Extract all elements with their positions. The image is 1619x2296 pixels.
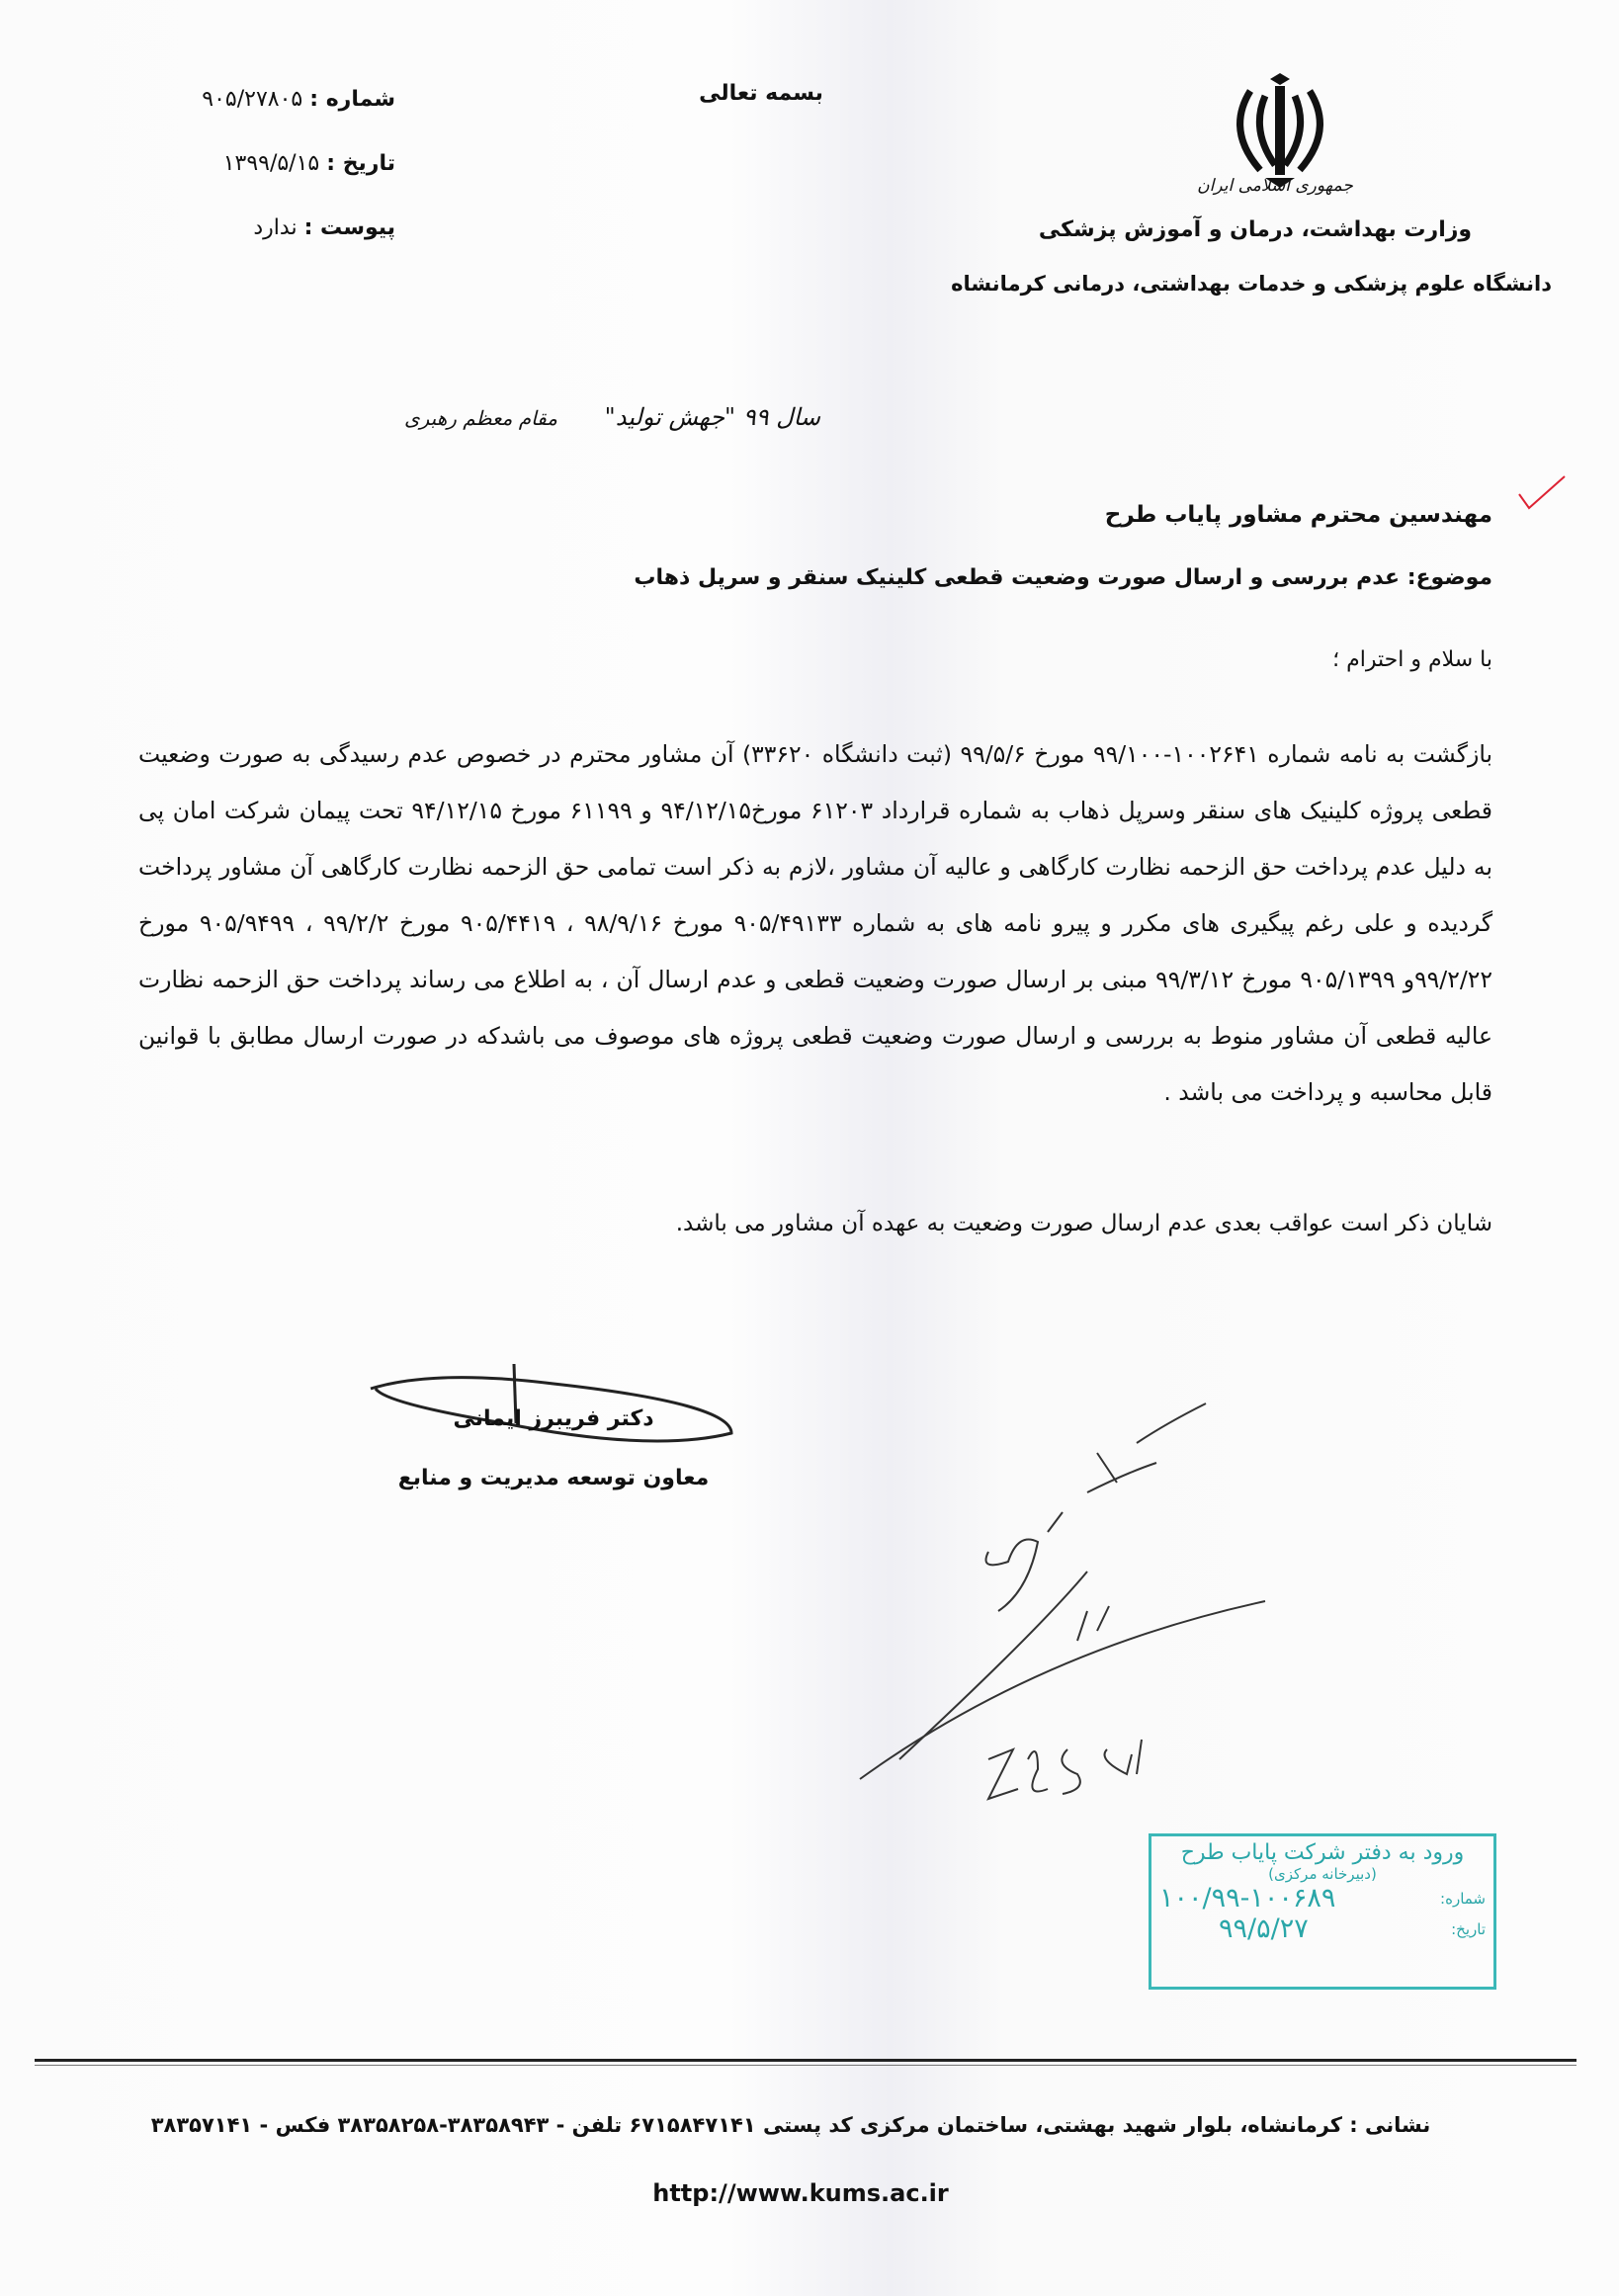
iran-emblem-logo bbox=[1221, 71, 1339, 190]
ministry-name: وزارت بهداشت، درمان و آموزش پزشکی bbox=[1038, 217, 1473, 242]
letter-date bbox=[119, 151, 395, 176]
letter-body: بازگشت به نامه شماره ۱۰۰۲۶۴۱-۹۹/۱۰۰ مورخ ۹۹/۵/۶ (ثبت دانشگاه ۳۳۶۲۰) آن مشاور محترم در خصوص عدم رسیدگی به صورت وضعیت قطعی پروژه کلینیک های سنقر وسرپل ذهاب به شماره قرارداد ۶۱۲۰۳ مورخ۹۴/۱۲/۱۵ و ۶۱۱۹۹ مورخ ۹۴/۱۲/۱۵ تحت پیمان شرکت امان پی به دلیل عدم پرداخت حق الزحمه نظارت کارگاهی و عالیه آن مشاور ،لازم به ذکر است تمامی حق الزحمه نظارت کارگاهی آن مشاور پرداخت گردیده و علی رغم پیگیری های مکرر و پیرو نامه های به شماره ۹۰۵/۴۹۱۳۳ مورخ ۹۸/۹/۱۶ ، ۹۰۵/۴۴۱۹ مورخ ۹۹/۲/۲ ، ۹۰۵/۹۴۹۹ مورخ ۹۹/۲/۲۲و ۹۰۵/۱۳۹۹ مورخ ۹۹/۳/۱۲ مبنی بر ارسال صورت وضعیت قطعی و عدم ارسال آن ، به اطلاع می رساند پرداخت حق الزحمه نظارت عالیه قطعی آن مشاور منوط به بررسی و ارسال صورت وضعیت قطعی پروژه های موصوف می باشدکه در صورت ارسال مطابق با قوانین قابل محاسبه و پرداخت می باشد . bbox=[138, 740, 1493, 1106]
republic-text: جمهوری اسلامی ایران bbox=[1197, 176, 1353, 196]
stamp-date-value: ۹۹/۵/۲۷ bbox=[1219, 1913, 1309, 1944]
stamp-number-value: ۱۰۰/۹۹-۱۰۰۶۸۹ bbox=[1159, 1883, 1336, 1913]
attachment-value: ندارد bbox=[253, 215, 298, 240]
slogan-text: سال ۹۹ "جهش تولید" bbox=[604, 403, 820, 431]
footer-website-link[interactable]: http://www.kums.ac.ir bbox=[652, 2179, 949, 2207]
year-slogan bbox=[403, 403, 820, 431]
stamp-subtitle: (دبیرخانه مرکزی) bbox=[1268, 1865, 1377, 1883]
signatory-name: دکتر فریبرز ایمانی bbox=[453, 1406, 654, 1431]
addressee: مهندسین محترم مشاور پایاب طرح bbox=[1104, 502, 1492, 528]
footer-divider bbox=[35, 2059, 1576, 2062]
letter-attachment bbox=[119, 215, 395, 240]
date-label: تاریخ : bbox=[326, 151, 395, 176]
closing-sentence: شایان ذکر است عواقب بعدی عدم ارسال صورت وضعیت به عهده آن مشاور می باشد. bbox=[675, 1211, 1492, 1236]
date-value: ۱۳۹۹/۵/۱۵ bbox=[222, 151, 320, 176]
university-name: دانشگاه علوم پزشکی و خدمات بهداشتی، درمانی کرمانشاه bbox=[951, 272, 1552, 296]
stamp-date-label: تاریخ: bbox=[1451, 1919, 1486, 1938]
footer-address: نشانی : کرمانشاه، بلوار شهید بهشتی، ساختمان مرکزی کد پستی ۶۷۱۵۸۴۷۱۴۱ تلفن - ۳۸۳۵۸۹۴۳-۳۸۳۵۸۲۵۸ فکس - ۳۸۳۵۷۱۴۱ bbox=[150, 2113, 1431, 2137]
attachment-label: پیوست : bbox=[303, 215, 395, 240]
subject-line: موضوع: عدم بررسی و ارسال صورت وضعیت قطعی کلینیک سنقر و سرپل ذهاب bbox=[634, 565, 1492, 590]
slogan-attribution: مقام معظم رهبری bbox=[403, 406, 558, 430]
letter-number bbox=[119, 87, 395, 112]
stamp-title: ورود به دفتر شرکت پایاب طرح bbox=[1180, 1840, 1465, 1865]
number-label: شماره : bbox=[309, 87, 395, 112]
receipt-stamp bbox=[1149, 1833, 1496, 1990]
checkmark-icon bbox=[1517, 472, 1567, 512]
stamp-number-row bbox=[1159, 1883, 1486, 1913]
bismillah-heading: بسمه تعالی bbox=[699, 81, 823, 106]
number-value: ۹۰۵/۲۷۸۰۵ bbox=[202, 87, 303, 112]
stamp-number-label: شماره: bbox=[1440, 1889, 1486, 1908]
greeting: با سلام و احترام ؛ bbox=[1332, 647, 1492, 672]
signatory-title: معاون توسعه مدیریت و منابع bbox=[397, 1466, 710, 1490]
stamp-date-row bbox=[1159, 1913, 1486, 1944]
footer-divider-thin bbox=[35, 2065, 1576, 2066]
handwritten-annotation bbox=[840, 1384, 1295, 1819]
